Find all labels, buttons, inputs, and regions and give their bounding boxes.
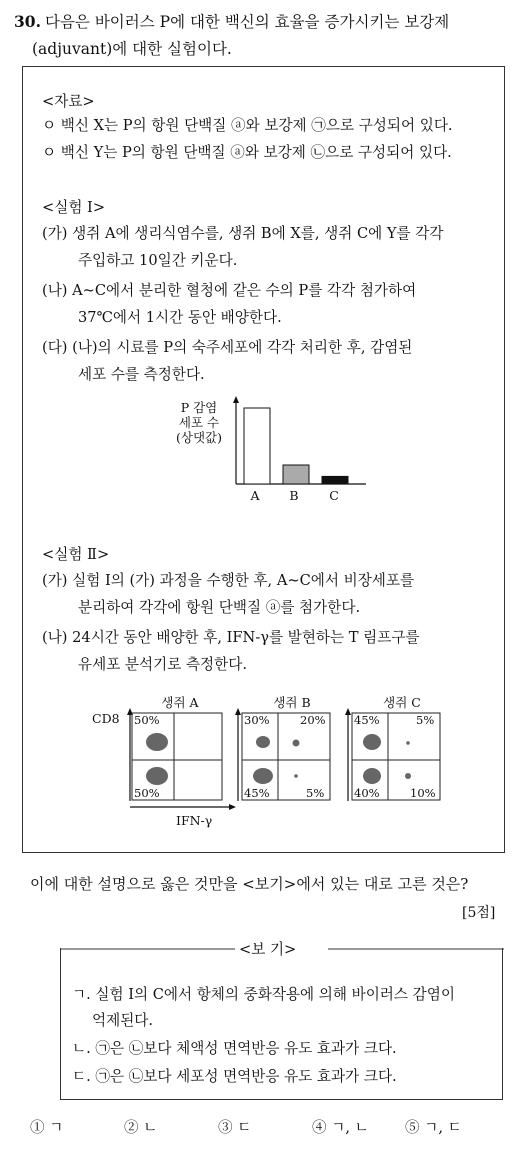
flow-b-tl-pct: 30%: [244, 713, 270, 727]
exp1-header: <실험 Ⅰ>: [42, 199, 106, 216]
question-number: 30.: [14, 12, 41, 31]
material-item-1: ㅇ 백신 X는 P의 항원 단백질 ⓐ와 보강제 ㉠으로 구성되어 있다.: [42, 117, 453, 134]
flow-c-br-pct: 10%: [410, 786, 436, 800]
flow-b-br-pct: 5%: [306, 786, 325, 800]
bogi-title: <보 기>: [235, 938, 300, 959]
flow-b-tr-cluster: [293, 740, 300, 747]
flow-panel-c-title: 생쥐 C: [383, 695, 421, 710]
flow-c-tr-cluster: [406, 741, 410, 745]
exp2-step-1-line1: (가) 실험 Ⅰ의 (가) 과정을 수행한 후, A~C에서 비장세포를: [42, 572, 415, 589]
flow-b-br-cluster: [294, 774, 298, 778]
exp2-step-1-line2: 분리하여 각각에 항원 단백질 ⓐ를 첨가한다.: [78, 599, 361, 616]
flow-b-bl-pct: 45%: [244, 786, 270, 800]
flow-c-bl-cluster: [363, 768, 381, 784]
option-3[interactable]: ③ ㄷ: [218, 1119, 252, 1136]
flow-c-tr-pct: 5%: [416, 713, 435, 727]
question-text-line1: 다음은 바이러스 P에 대한 백신의 효율을 증가시키는 보강제: [44, 13, 450, 31]
chart-y-axis-arrow: [233, 396, 239, 403]
flow-c-bl-pct: 40%: [354, 786, 380, 800]
material-item-2: ㅇ 백신 Y는 P의 항원 단백질 ⓐ와 보강제 ㉡으로 구성되어 있다.: [42, 144, 452, 161]
exp1-step-3-line2: 세포 수를 측정한다.: [78, 366, 205, 383]
flow-a-tl-cluster: [146, 733, 168, 751]
option-4[interactable]: ④ ㄱ, ㄴ: [312, 1119, 369, 1136]
flow-x-axis-label: IFN-γ: [176, 813, 213, 828]
bar-c: [322, 476, 348, 484]
flow-y-axis-label: CD8: [92, 711, 120, 726]
flow-a-bl-pct: 50%: [134, 786, 160, 800]
flow-b-tr-pct: 20%: [300, 713, 326, 727]
chart-ylabel: P 감염 세포 수 (상댓값): [176, 400, 222, 445]
chart-tick-c: C: [329, 488, 339, 503]
flow-a-bl-cluster: [146, 767, 168, 785]
flow-x-axis: [128, 802, 238, 812]
option-5[interactable]: ⑤ ㄱ, ㄷ: [405, 1119, 462, 1136]
question-stem: [14, 8, 504, 63]
prompt-text: 이에 대한 설명으로 옳은 것만을 <보기>에서 있는 대로 고른 것은?: [30, 875, 469, 893]
flow-c-tl-cluster: [363, 734, 381, 750]
bogi-item-1-line2: 억제된다.: [92, 1012, 154, 1029]
chart-tick-b: B: [289, 488, 299, 503]
flow-b-tl-cluster: [256, 736, 270, 748]
exp1-step-1-line2: 주입하고 10일간 키운다.: [78, 252, 238, 269]
bogi-item-1-line1: ㄱ. 실험 Ⅰ의 C에서 항체의 중화작용에 의해 바이러스 감염이: [72, 986, 455, 1003]
exp2-header: <실험 Ⅱ>: [42, 546, 110, 563]
prompt-points: [5점]: [462, 905, 496, 921]
flow-panel-b-title: 생쥐 B: [273, 695, 311, 710]
flow-c-tl-pct: 45%: [354, 713, 380, 727]
bar-chart: [228, 396, 368, 488]
material-header: <자료>: [42, 93, 95, 110]
option-1[interactable]: ① ㄱ: [30, 1119, 64, 1136]
exp1-step-1-line1: (가) 생쥐 A에 생리식염수를, 생쥐 B에 X를, 생쥐 C에 Y를 각각: [42, 225, 444, 242]
bogi-item-3: ㄷ. ㉠은 ㉡보다 세포성 면역반응 유도 효과가 크다.: [72, 1068, 397, 1085]
option-2[interactable]: ② ㄴ: [124, 1119, 158, 1136]
exp1-step-2-line1: (나) A~C에서 분리한 혈청에 같은 수의 P를 각각 첨가하여: [42, 282, 417, 299]
exp2-step-2-line2: 유세포 분석기로 측정한다.: [78, 656, 247, 673]
question-text-line2: (adjuvant)에 대한 실험이다.: [32, 40, 232, 58]
flow-a-tl-pct: 50%: [134, 713, 160, 727]
exp1-step-3-line1: (다) (나)의 시료를 P의 숙주세포에 각각 처리한 후, 감염된: [42, 339, 413, 356]
chart-tick-a: A: [250, 488, 260, 503]
bar-a: [244, 408, 270, 484]
bogi-item-2: ㄴ. ㉠은 ㉡보다 체액성 면역반응 유도 효과가 크다.: [72, 1040, 397, 1057]
exp2-step-2-line1: (나) 24시간 동안 배양한 후, IFN-γ를 발현하는 T 림프구를: [42, 629, 420, 646]
exp1-step-2-line2: 37℃에서 1시간 동안 배양한다.: [78, 309, 282, 326]
bar-b: [283, 465, 309, 484]
flow-b-bl-cluster: [253, 768, 273, 784]
flow-c-br-cluster: [405, 773, 411, 779]
flow-panel-a-title: 생쥐 A: [161, 695, 199, 710]
